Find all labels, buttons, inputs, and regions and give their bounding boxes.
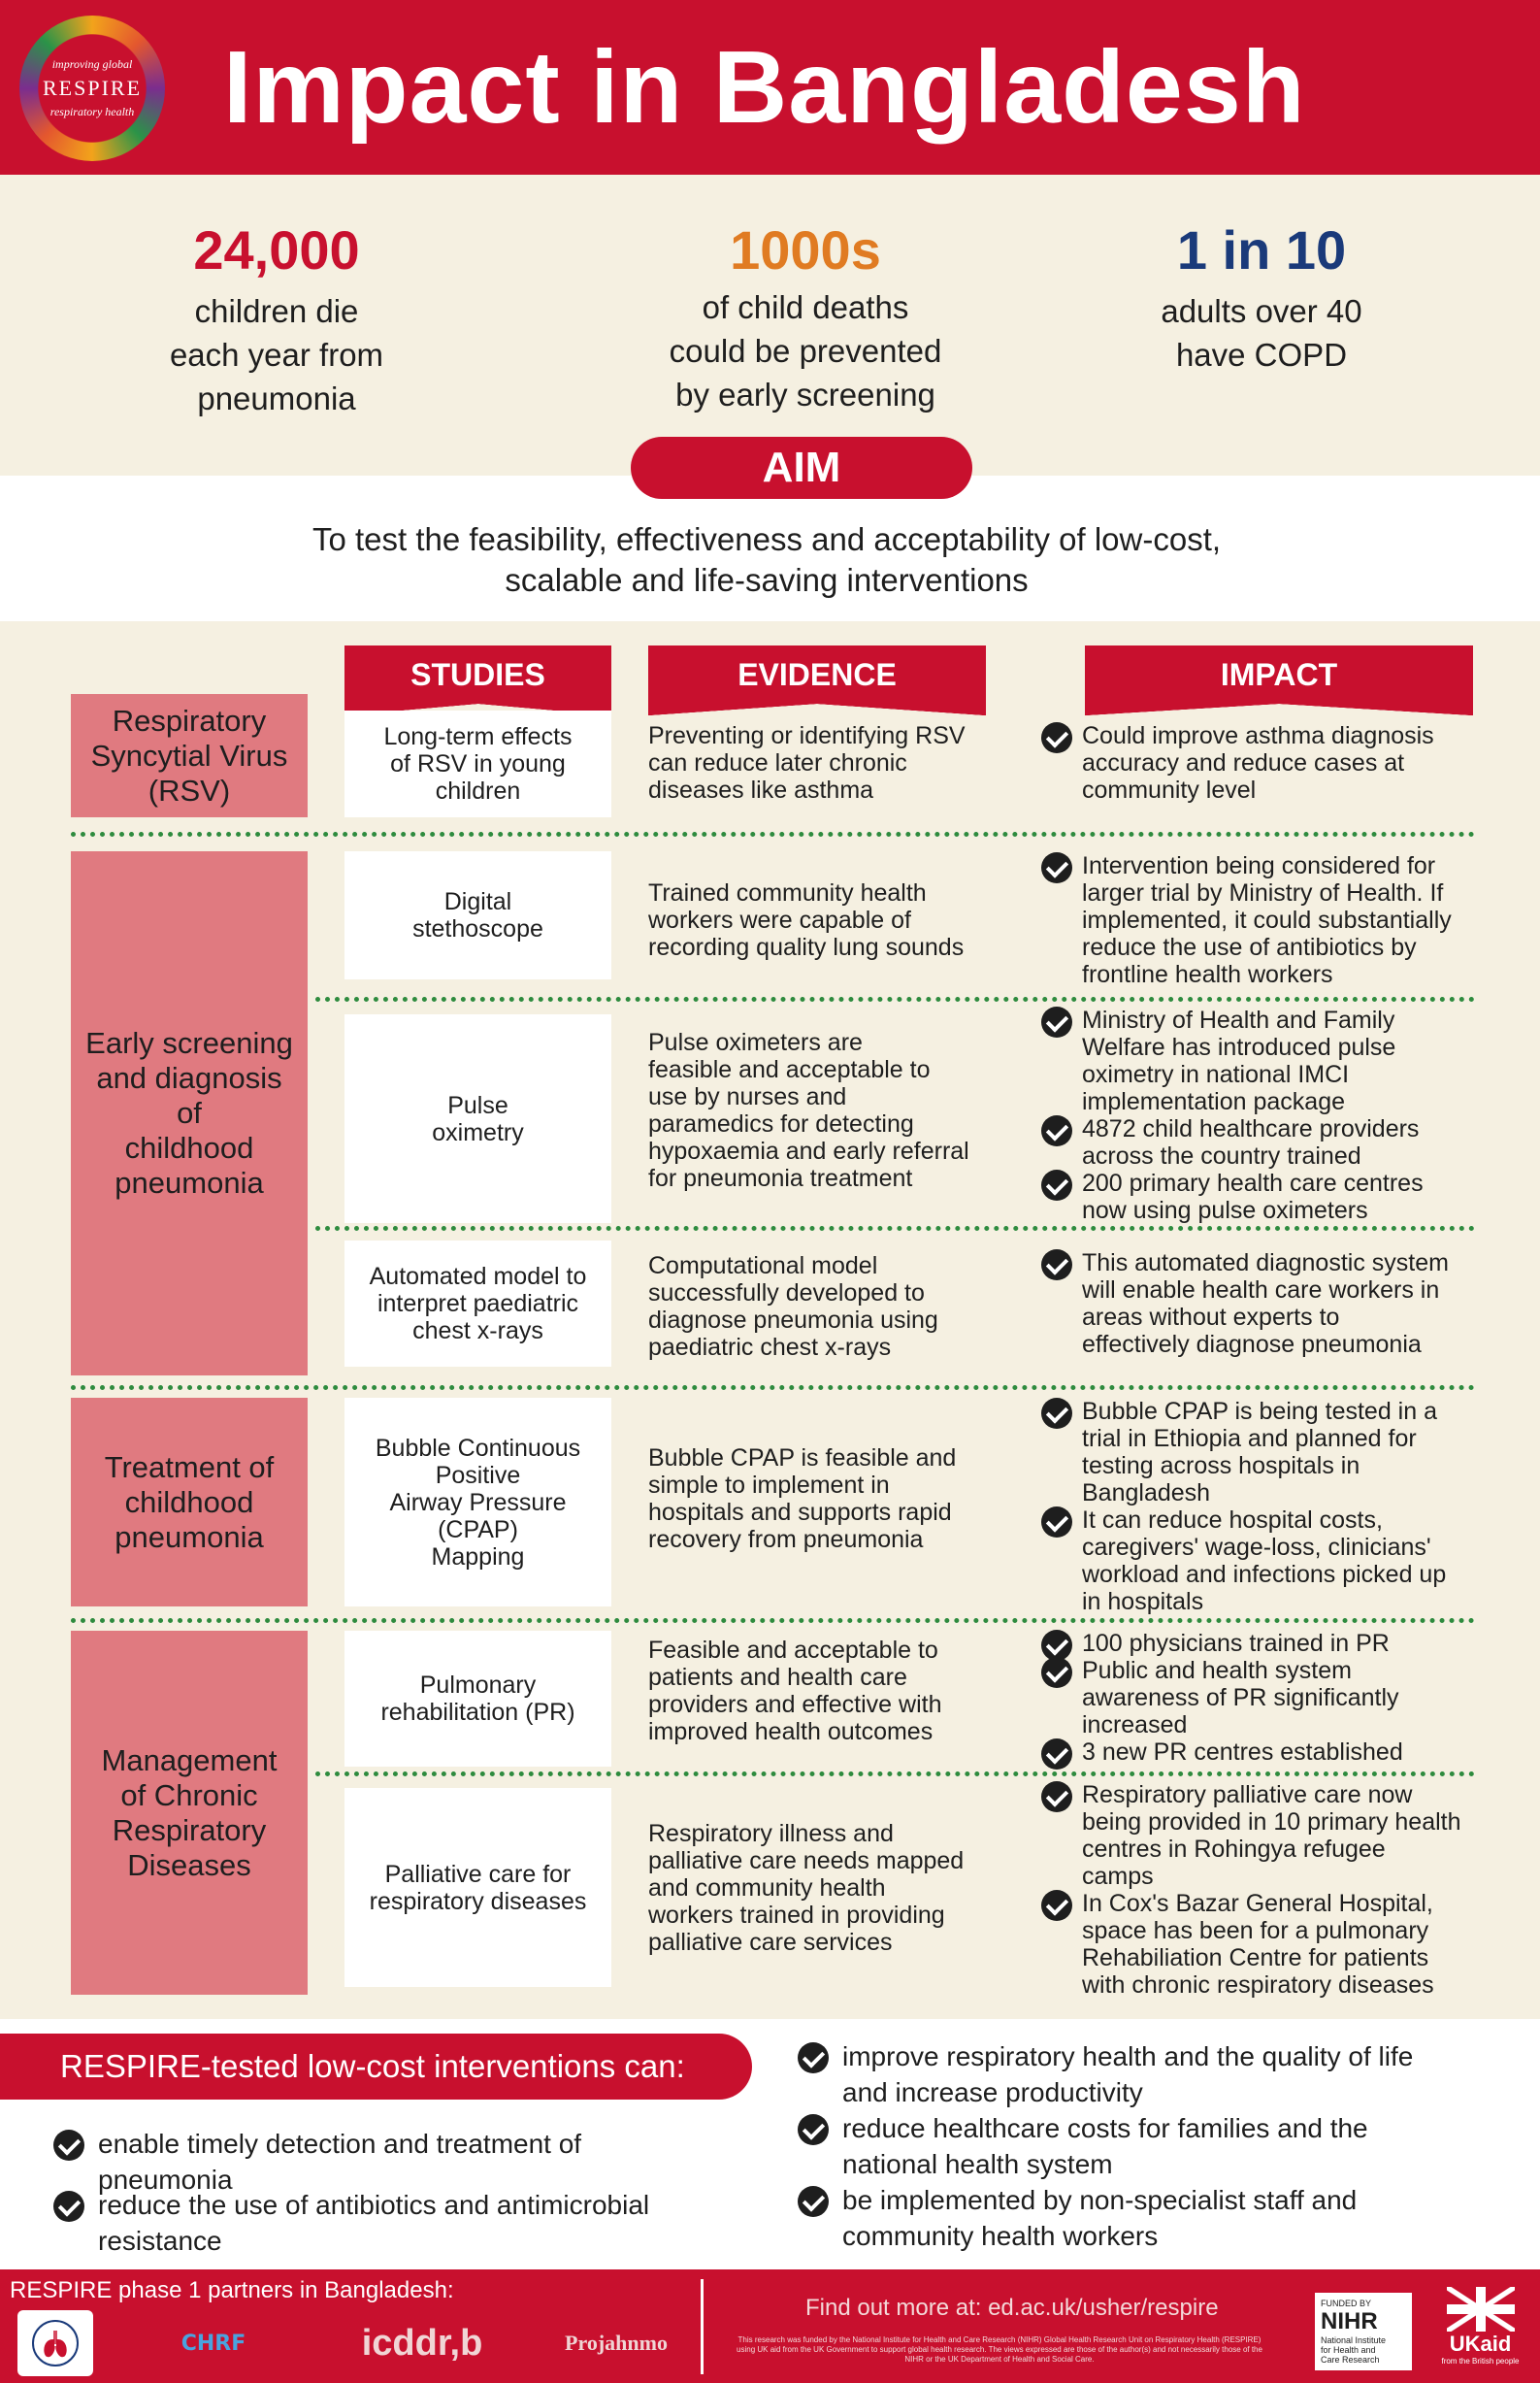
evidence-line: and community health: [648, 1874, 886, 1902]
impact-line: larger trial by Ministry of Health. If: [1082, 879, 1444, 907]
check-circle-icon: [53, 2191, 84, 2222]
benefit-line: reduce healthcare costs for families and the: [842, 2113, 1368, 2143]
aim-statement: [146, 519, 1388, 601]
check-circle-icon: [1041, 1115, 1072, 1146]
evidence-line: use by nurses and: [648, 1083, 847, 1110]
study-line: children: [435, 778, 521, 805]
benefit-line: and increase productivity: [842, 2077, 1143, 2107]
category-line: pneumonia: [115, 1519, 264, 1554]
benefit-line: reduce the use of antibiotics and antimicrobial: [98, 2190, 650, 2220]
impact-line: increased: [1082, 1711, 1188, 1738]
evidence-line: recovery from pneumonia: [648, 1526, 924, 1553]
evidence-line: simple to implement in: [648, 1472, 890, 1499]
evidence-line: providers and effective with: [648, 1691, 942, 1718]
impact-item: [1041, 1657, 1497, 1738]
impact-line: effectively diagnose pneumonia: [1082, 1331, 1422, 1358]
find-more-link[interactable]: Find out more at: ed.ac.uk/usher/respire: [805, 2295, 1219, 2321]
nihr-logo: [1315, 2293, 1412, 2370]
column-header-impact: IMPACT: [1085, 645, 1473, 704]
evidence-line: feasible and acceptable to: [648, 1056, 931, 1083]
impact-line: Welfare has introduced pulse: [1082, 1034, 1396, 1061]
row-divider: [315, 997, 1475, 1002]
impact-item: [1041, 852, 1497, 988]
impact-line: implemented, it could substantially: [1082, 907, 1452, 934]
check-circle-icon: [1041, 1890, 1072, 1921]
column-header-evidence: EVIDENCE: [648, 645, 986, 704]
impact-digital-stethoscope: [1041, 852, 1497, 988]
check-circle-icon: [1041, 1007, 1072, 1038]
nihr-subtitle: for Health and: [1321, 2345, 1376, 2355]
impact-palliative-care: [1041, 1781, 1497, 1999]
evidence-line: palliative care services: [648, 1929, 893, 1956]
respire-logo: [19, 16, 165, 161]
logo-tagline-top: improving global: [51, 57, 133, 71]
category-line: and diagnosis: [96, 1061, 282, 1095]
category-line: Diseases: [127, 1847, 251, 1882]
category-rsv: [71, 694, 308, 817]
impact-line: Respiratory palliative care now: [1082, 1781, 1413, 1808]
check-circle-icon: [1041, 1781, 1072, 1812]
impact-item: [1041, 1249, 1497, 1358]
interventions-heading: RESPIRE-tested low-cost interventions can:: [0, 2034, 752, 2100]
impact-bubble-cpap: [1041, 1398, 1497, 1615]
check-circle-icon: [1041, 852, 1072, 883]
stat-description: [611, 285, 999, 416]
impact-line: This automated diagnostic system: [1082, 1249, 1449, 1276]
funding-disclaimer: This research was funded by the National Institute for Health and Care Research (NIHR) Global Health Research Unit on Respiratory Health (RESPIRE) using UK aid from the UK Government to support global health research. The views expressed are those of the author(s) and not necessarily those of the NIHR or the UK Department of Health and Social Care.: [737, 2335, 1262, 2364]
partner-chrf-text: CHRF: [180, 2331, 246, 2356]
category-line: Management: [101, 1742, 278, 1777]
category-early-screening: [71, 851, 308, 1375]
stat-line: have COPD: [1175, 337, 1348, 373]
benefit-item: [798, 2038, 1496, 2110]
impact-rsv: [1041, 722, 1497, 804]
impact-line: in hospitals: [1082, 1588, 1204, 1615]
impact-line: caregivers' wage-loss, clinicians': [1082, 1534, 1431, 1561]
benefit-line: be implemented by non-specialist staff and: [842, 2185, 1358, 2215]
impact-line: testing across hospitals in: [1082, 1452, 1360, 1479]
category-line: childhood: [124, 1131, 254, 1165]
stat-line: of child deaths: [702, 289, 909, 325]
check-circle-icon: [1041, 1738, 1072, 1770]
category-line: Syncytial Virus: [90, 738, 288, 773]
row-divider: [71, 1385, 1475, 1390]
aim-label: AIM: [631, 437, 972, 499]
impact-line: trial in Ethiopia and planned for: [1082, 1425, 1417, 1452]
impact-line: 3 new PR centres established: [1082, 1738, 1403, 1766]
evidence-line: patients and health care: [648, 1664, 907, 1691]
ukaid-wordmark: UKaid: [1449, 2332, 1512, 2356]
study-bubble-cpap: [344, 1398, 611, 1606]
check-circle-icon: [1041, 1398, 1072, 1429]
evidence-automated-xray-model: [648, 1252, 998, 1361]
study-line: Automated model to: [369, 1263, 587, 1290]
impact-line: being provided in 10 primary health: [1082, 1808, 1461, 1836]
evidence-bubble-cpap: [648, 1444, 998, 1553]
check-circle-icon: [798, 2186, 829, 2217]
partner-logo-projahnmo: Projahnmo: [565, 2331, 668, 2355]
impact-pulse-oximetry: [1041, 1007, 1497, 1224]
impact-line: areas without experts to: [1082, 1304, 1340, 1331]
check-circle-icon: [1041, 722, 1072, 753]
category-line: of Chronic: [120, 1777, 258, 1812]
stat-preventable-deaths: [611, 218, 999, 416]
impact-line: frontline health workers: [1082, 961, 1333, 988]
evidence-line: successfully developed to: [648, 1279, 925, 1307]
impact-line: Bubble CPAP is being tested in a: [1082, 1398, 1437, 1425]
benefit-line: national health system: [842, 2149, 1113, 2179]
study-line: Palliative care for: [384, 1860, 572, 1888]
impact-line: Bangladesh: [1082, 1479, 1211, 1506]
evidence-line: Trained community health: [648, 879, 927, 907]
study-pulse-oximetry: [344, 1014, 611, 1223]
stat-line: by early screening: [675, 377, 935, 413]
impact-line: 4872 child healthcare providers: [1082, 1115, 1420, 1142]
study-pulmonary-rehabilitation: [344, 1631, 611, 1767]
impact-line: Public and health system: [1082, 1657, 1352, 1684]
evidence-line: paramedics for detecting: [648, 1110, 914, 1138]
impact-line: accuracy and reduce cases at: [1082, 749, 1405, 777]
category-line: Early screening: [85, 1026, 293, 1060]
evidence-pulmonary-rehabilitation: [648, 1637, 998, 1745]
benefit-line: improve respiratory health and the quality of life: [842, 2041, 1414, 2071]
impact-line: oximetry in national IMCI: [1082, 1061, 1350, 1088]
nihr-subtitle: Care Research: [1321, 2355, 1380, 2365]
check-circle-icon: [1041, 1657, 1072, 1688]
category-line: Respiratory: [112, 1812, 267, 1847]
evidence-line: Feasible and acceptable to: [648, 1637, 938, 1664]
stats-section: [0, 175, 1540, 476]
impact-item: [1041, 1170, 1497, 1224]
impact-line: camps: [1082, 1863, 1154, 1890]
evidence-palliative-care: [648, 1820, 998, 1956]
row-divider: [315, 1771, 1475, 1776]
partner-logo-icddrb: icddr,b: [361, 2322, 483, 2364]
ukaid-tagline: from the British people: [1441, 2357, 1520, 2366]
page-title: Impact in Bangladesh: [223, 30, 1306, 145]
impact-automated-xray-model: [1041, 1249, 1497, 1358]
evidence-line: Preventing or identifying RSV: [648, 722, 966, 749]
benefit-item: [798, 2110, 1496, 2182]
study-line: Bubble Continuous: [375, 1434, 581, 1462]
study-line: Long-term effects: [383, 723, 573, 750]
column-header-studies: STUDIES: [344, 645, 611, 704]
impact-line: with chronic respiratory diseases: [1082, 1971, 1434, 1999]
evidence-line: can reduce later chronic: [648, 749, 907, 777]
study-line: chest x-rays: [412, 1317, 543, 1344]
category-management: [71, 1631, 308, 1995]
evidence-line: diagnose pneumonia using: [648, 1307, 938, 1334]
study-line: Pulse: [447, 1091, 508, 1119]
stat-description: [1097, 289, 1426, 377]
impact-line: across the country trained: [1082, 1142, 1361, 1170]
study-palliative-care: [344, 1788, 611, 1987]
evidence-line: improved health outcomes: [648, 1718, 934, 1745]
impact-line: workload and infections picked up: [1082, 1561, 1447, 1588]
nihr-wordmark: NIHR: [1321, 2308, 1378, 2334]
check-circle-icon: [1041, 1506, 1072, 1538]
footer: [0, 2269, 1540, 2383]
impact-line: 200 primary health care centres: [1082, 1170, 1424, 1197]
check-circle-icon: [798, 2042, 829, 2073]
evidence-line: Pulse oximeters are: [648, 1029, 863, 1056]
study-line: interpret paediatric: [377, 1290, 579, 1317]
category-line: childhood: [124, 1484, 254, 1519]
stat-number: 1000s: [730, 219, 881, 281]
benefit-line: enable timely detection and treatment of: [98, 2129, 582, 2159]
impact-item: [1041, 722, 1497, 804]
category-line: Respiratory: [112, 703, 267, 738]
impact-item: [1041, 1781, 1497, 1890]
study-line: stethoscope: [412, 915, 543, 943]
evidence-line: Respiratory illness and: [648, 1820, 894, 1847]
evidence-rsv: [648, 722, 998, 804]
category-line: pneumonia: [115, 1166, 264, 1200]
impact-line: Ministry of Health and Family: [1082, 1007, 1395, 1034]
logo-tagline-bottom: respiratory health: [49, 105, 135, 118]
study-line: oximetry: [432, 1118, 524, 1146]
evidence-line: diseases like asthma: [648, 777, 874, 804]
evidence-line: recording quality lung sounds: [648, 934, 965, 961]
impact-item: [1041, 1738, 1497, 1766]
impact-line: 100 physicians trained in PR: [1082, 1630, 1390, 1657]
impact-line: In Cox's Bazar General Hospital,: [1082, 1890, 1433, 1917]
benefit-line: pneumonia: [98, 2165, 233, 2195]
header-banner: [0, 0, 1540, 175]
category-line: of: [177, 1096, 202, 1130]
ukaid-logo: [1434, 2287, 1526, 2374]
logo-wordmark: RESPIRE: [42, 76, 143, 100]
aim-line: To test the feasibility, effectiveness and acceptability of low-cost,: [311, 521, 1222, 557]
stat-description: [107, 289, 446, 420]
evidence-line: paediatric chest x-rays: [648, 1334, 892, 1361]
study-line: Positive: [435, 1461, 521, 1489]
study-line: Mapping: [431, 1542, 525, 1571]
row-divider: [315, 1226, 1475, 1231]
study-line: Pulmonary: [419, 1671, 537, 1699]
study-rsv-effects: [344, 711, 611, 817]
evidence-digital-stethoscope: [648, 879, 998, 961]
study-automated-xray-model: [344, 1241, 611, 1367]
impact-pulmonary-rehabilitation: [1041, 1630, 1497, 1766]
impact-line: awareness of PR significantly: [1082, 1684, 1399, 1711]
nihr-subtitle: National Institute: [1321, 2335, 1387, 2345]
nihr-funded-label: FUNDED BY: [1321, 2299, 1372, 2308]
impact-line: now using pulse oximeters: [1082, 1197, 1368, 1224]
stat-line: each year from: [169, 337, 384, 373]
partners-label: RESPIRE phase 1 partners in Bangladesh:: [10, 2277, 454, 2303]
impact-item: [1041, 1007, 1497, 1115]
impact-line: implementation package: [1082, 1088, 1345, 1115]
row-divider: [71, 1618, 1475, 1623]
study-digital-stethoscope: [344, 851, 611, 979]
benefit-item: [53, 2187, 713, 2259]
impact-item: [1041, 1115, 1497, 1170]
category-treatment: [71, 1398, 308, 1606]
evidence-line: hypoxaemia and early referral: [648, 1138, 969, 1165]
evidence-line: Computational model: [648, 1252, 878, 1279]
stat-child-deaths: [107, 218, 446, 420]
impact-item: [1041, 1506, 1497, 1615]
evidence-line: for pneumonia treatment: [648, 1165, 913, 1192]
study-line: rehabilitation (PR): [380, 1699, 575, 1726]
evidence-line: hospitals and supports rapid: [648, 1499, 952, 1526]
category-line: (RSV): [147, 773, 231, 808]
check-circle-icon: [1041, 1249, 1072, 1280]
impact-item: [1041, 1630, 1497, 1657]
union-flag-icon: [1447, 2287, 1515, 2332]
benefit-line: community health workers: [842, 2221, 1159, 2251]
footer-divider: [701, 2279, 704, 2374]
study-line: Airway Pressure: [389, 1488, 567, 1516]
partner-logo-emblem: [17, 2310, 93, 2376]
evidence-line: workers were capable of: [648, 907, 911, 934]
impact-line: Rehabiliation Centre for patients: [1082, 1944, 1429, 1971]
study-line: respiratory diseases: [369, 1887, 587, 1915]
impact-line: Intervention being considered for: [1082, 852, 1436, 879]
benefit-item: [798, 2182, 1496, 2254]
study-line: Digital: [443, 888, 512, 915]
stat-line: adults over 40: [1161, 293, 1362, 329]
row-divider: [71, 832, 1475, 837]
impact-line: reduce the use of antibiotics by: [1082, 934, 1417, 961]
impact-line: will enable health care workers in: [1082, 1276, 1440, 1304]
stat-line: children die: [194, 293, 359, 329]
impact-line: community level: [1082, 777, 1257, 804]
impact-line: centres in Rohingya refugee: [1082, 1836, 1386, 1863]
study-line: (CPAP): [438, 1515, 518, 1543]
impact-line: Could improve asthma diagnosis: [1082, 722, 1434, 749]
category-line: Treatment of: [104, 1449, 275, 1484]
benefit-line: resistance: [98, 2226, 222, 2256]
evidence-line: palliative care needs mapped: [648, 1847, 965, 1874]
check-circle-icon: [1041, 1170, 1072, 1201]
stat-copd: [1097, 218, 1426, 377]
aim-line: scalable and life-saving interventions: [505, 562, 1029, 598]
stat-number: 1 in 10: [1176, 219, 1347, 281]
stat-line: pneumonia: [197, 381, 356, 416]
evidence-pulse-oximetry: [648, 1029, 998, 1192]
check-circle-icon: [53, 2130, 84, 2161]
lungs-icon: [31, 2319, 80, 2367]
check-circle-icon: [798, 2114, 829, 2145]
impact-item: [1041, 1890, 1497, 1999]
stat-number: 24,000: [193, 219, 360, 281]
study-line: of RSV in young: [390, 750, 566, 778]
impact-line: space has been for a pulmonary: [1082, 1917, 1429, 1944]
impact-item: [1041, 1398, 1497, 1506]
evidence-line: workers trained in providing: [648, 1902, 945, 1929]
impact-line: It can reduce hospital costs,: [1082, 1506, 1383, 1534]
stat-line: could be prevented: [669, 333, 942, 369]
evidence-line: Bubble CPAP is feasible and: [648, 1444, 957, 1472]
partner-logo-chrf: [116, 2310, 311, 2376]
